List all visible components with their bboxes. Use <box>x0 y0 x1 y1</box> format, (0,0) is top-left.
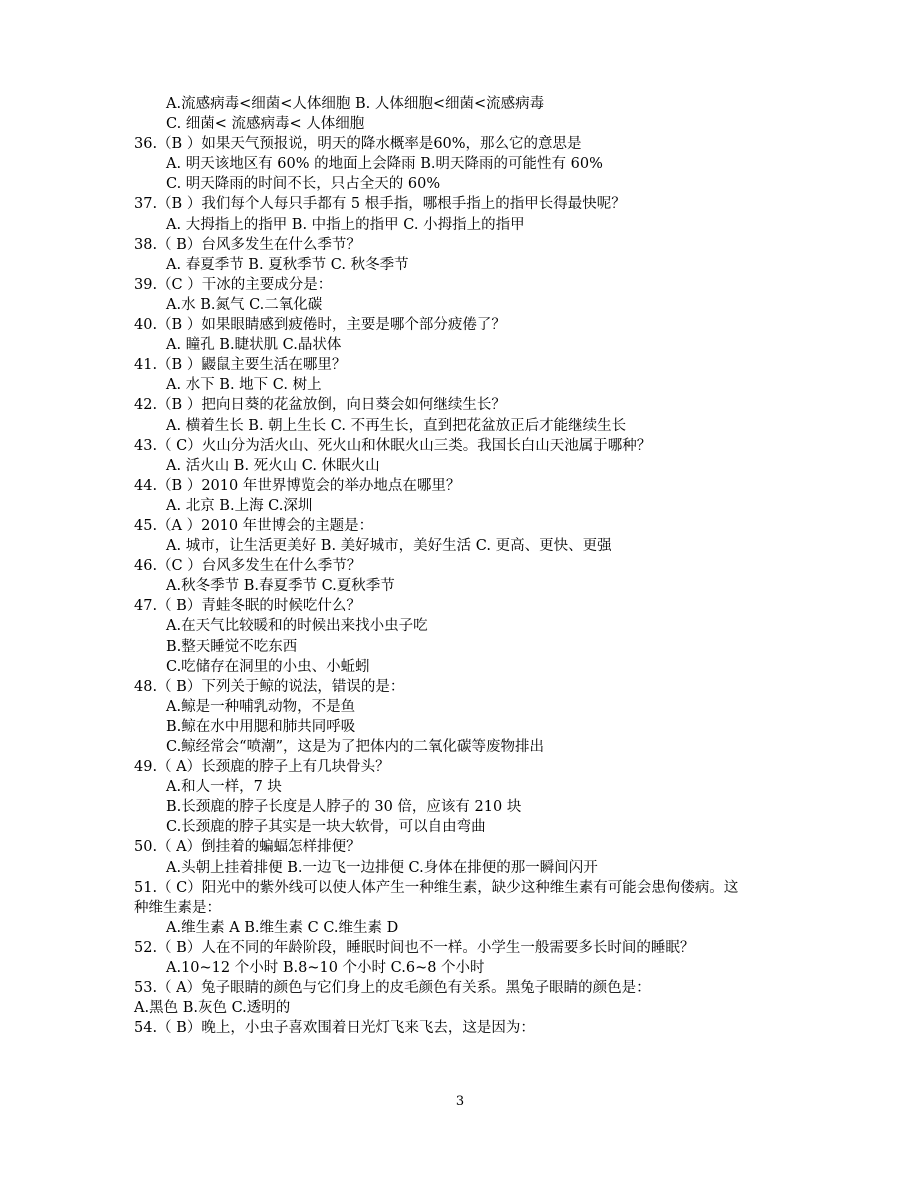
answer-options-line: C.长颈鹿的脖子其实是一块大软骨，可以自由弯曲 <box>166 819 486 836</box>
question-line: A.黑色 B.灰色 C.透明的 <box>134 1000 291 1017</box>
answer-options-line: A.鲸是一种哺乳动物，不是鱼 <box>166 698 356 715</box>
question-line: 37.（B ）我们每个人每只手都有 5 根手指，哪根手指上的指甲长得最快呢？ <box>134 196 626 213</box>
question-line: 46.（C ）台风多发生在什么季节？ <box>134 558 362 575</box>
question-line: 53.（ A）兔子眼睛的颜色与它们身上的皮毛颜色有关系。黑兔子眼睛的颜色是： <box>134 980 651 997</box>
answer-options-line: B.整天睡觉不吃东西 <box>166 638 298 655</box>
answer-options-line: A. 水下 B. 地下 C. 树上 <box>166 377 322 394</box>
answer-options-line: A.维生素 A B.维生素 C C.维生素 D <box>166 919 399 936</box>
answer-options-line: A. 横着生长 B. 朝上生长 C. 不再生长，直到把花盆放正后才能继续生长 <box>166 417 627 434</box>
answer-options-line: A. 活火山 B. 死火山 C. 休眠火山 <box>166 457 380 474</box>
answer-options-line: C. 细菌< 流感病毒< 人体细胞 <box>166 116 365 133</box>
question-line: 40.（B ）如果眼睛感到疲倦时，主要是哪个部分疲倦了？ <box>134 317 506 334</box>
answer-options-line: A. 城市，让生活更美好 B. 美好城市，美好生活 C. 更高、更快、更强 <box>166 538 612 555</box>
page-number: 3 <box>455 1094 465 1109</box>
answer-options-line: B.鲸在水中用腮和肺共同呼吸 <box>166 718 356 735</box>
answer-options-line: A.在天气比较暖和的时候出来找小虫子吃 <box>166 618 428 635</box>
answer-options-line: A.10~12 个小时 B.8~10 个小时 C.6~8 个小时 <box>166 960 485 977</box>
answer-options-line: C.鲸经常会“喷潮”，这是为了把体内的二氧化碳等废物排出 <box>166 739 545 755</box>
answer-options-line: A.和人一样，7 块 <box>166 779 282 796</box>
question-line: 48.（ B）下列关于鲸的说法，错误的是： <box>134 678 405 695</box>
question-line: 42.（B ）把向日葵的花盆放倒，向日葵会如何继续生长？ <box>134 397 506 414</box>
answer-options-line: A.头朝上挂着排便 B.一边飞一边排便 C.身体在排便的那一瞬间闪开 <box>166 859 598 876</box>
question-line: 47.（ B）青蛙冬眠的时候吃什么？ <box>134 598 361 615</box>
answer-options-line: A. 北京 B.上海 C.深圳 <box>166 497 313 514</box>
answer-options-line: C. 明天降雨的时间不长，只占全天的 60% <box>166 176 441 193</box>
answer-options-line: C.吃储存在洞里的小虫、小蚯蚓 <box>166 658 370 675</box>
question-line: 51.（ C）阳光中的紫外线可以使人体产生一种维生素，缺少这种维生素有可能会患佝偻病。这 <box>134 879 739 896</box>
answer-options-line: A.秋冬季节 B.春夏季节 C.夏秋季节 <box>166 578 395 595</box>
question-line: 50.（ A）倒挂着的蝙蝠怎样排便？ <box>134 839 361 856</box>
question-line: 45.（A ）2010 年世博会的主题是： <box>134 517 374 534</box>
question-line: 36.（B ）如果天气预报说，明天的降水概率是60%，那么它的意思是 <box>134 136 582 153</box>
answer-options-line: A. 明天该地区有 60% 的地面上会降雨 B.明天降雨的可能性有 60% <box>166 156 603 173</box>
question-line: 种维生素是： <box>134 899 221 916</box>
question-line: 43.（ C）火山分为活火山、死火山和休眠火山三类。我国长白山天池属于哪种？ <box>134 437 652 454</box>
quiz-content <box>134 94 814 1038</box>
question-line: 39.（C ）干冰的主要成分是： <box>134 276 333 293</box>
question-line: 52.（ B）人在不同的年龄阶段，睡眠时间也不一样。小学生一般需要多长时间的睡眠？ <box>134 939 695 956</box>
question-line: 38.（ B）台风多发生在什么季节？ <box>134 236 361 253</box>
question-line: 41.（B ）鼹鼠主要生活在哪里？ <box>134 357 347 374</box>
answer-options-line: A.流感病毒<细菌<人体细胞 B. 人体细胞<细菌<流感病毒 <box>166 96 545 112</box>
question-line: 49.（ A）长颈鹿的脖子上有几块骨头？ <box>134 759 390 776</box>
answer-options-line: A.水 B.氮气 C.二氧化碳 <box>166 296 323 313</box>
question-line: 44.（B ）2010 年世界博览会的举办地点在哪里？ <box>134 477 461 494</box>
answer-options-line: A. 大拇指上的指甲 B. 中指上的指甲 C. 小拇指上的指甲 <box>166 216 525 233</box>
answer-options-line: A. 春夏季节 B. 夏秋季节 C. 秋冬季节 <box>166 256 409 273</box>
answer-options-line: A. 瞳孔 B.睫状肌 C.晶状体 <box>166 337 342 354</box>
answer-options-line: B.长颈鹿的脖子长度是人脖子的 30 倍，应该有 210 块 <box>166 799 522 816</box>
question-line: 54.（ B）晚上，小虫子喜欢围着日光灯飞来飞去，这是因为： <box>134 1020 535 1037</box>
